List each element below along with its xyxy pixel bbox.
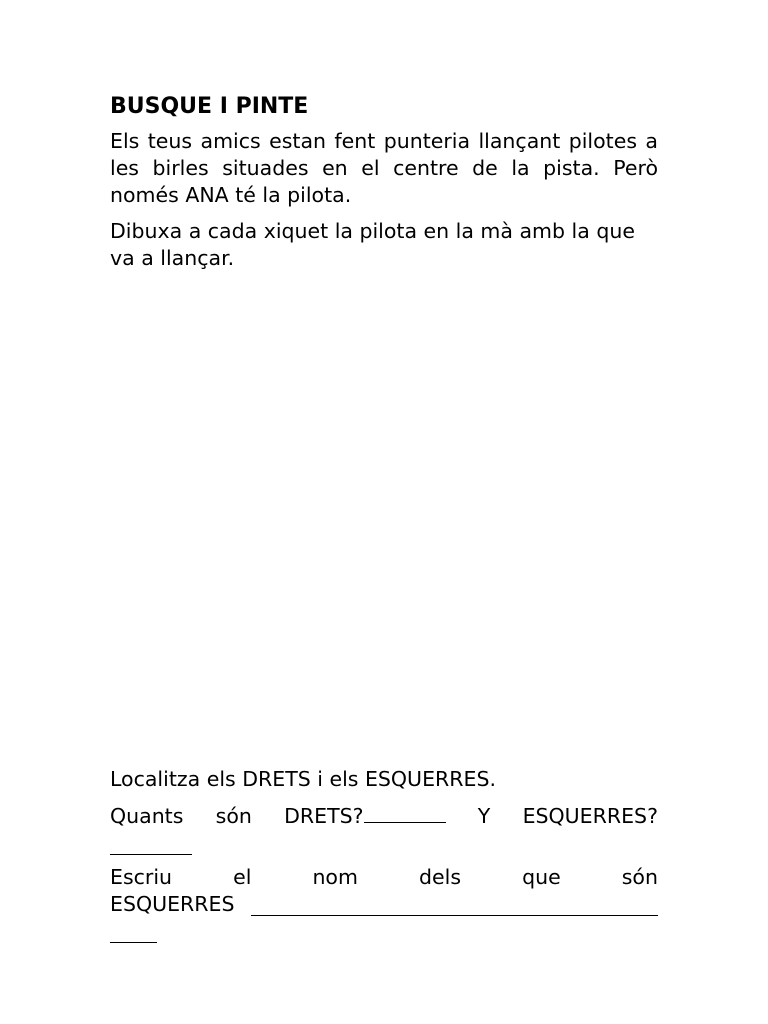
write-word: Escriu [110, 865, 173, 889]
write-word: dels [419, 865, 462, 889]
write-names-line [110, 864, 658, 891]
write-word: són [621, 865, 658, 889]
intro-paragraph: Els teus amics estan fent punteria llançant pilotes a les birles situades en el centre de la pista. Però només ANA té la pilota. [110, 129, 658, 207]
esquerres-answer-blank[interactable] [110, 834, 192, 855]
drets-label: DRETS? [284, 804, 364, 828]
write-word: nom [312, 865, 358, 889]
question-word: Quants [110, 804, 184, 828]
drets-group [284, 802, 445, 830]
names-answer-blank[interactable] [251, 895, 658, 916]
question-word: són [215, 804, 252, 828]
page-title: BUSQUE I PINTE [110, 94, 309, 119]
task-paragraph: Localitza els DRETS i els ESQUERRES. [110, 767, 496, 791]
write-word: que [522, 865, 561, 889]
question-line [110, 802, 658, 830]
esquerres-word: ESQUERRES [110, 892, 235, 916]
question-word: Y [477, 804, 491, 828]
write-word: el [233, 865, 252, 889]
esquerres-label: ESQUERRES? [522, 804, 658, 828]
instruction-paragraph: Dibuxa a cada xiquet la pilota en la mà amb la que va a llançar. [110, 219, 635, 270]
drets-answer-blank[interactable] [364, 802, 446, 823]
names-answer-blank-continued[interactable] [110, 922, 157, 943]
